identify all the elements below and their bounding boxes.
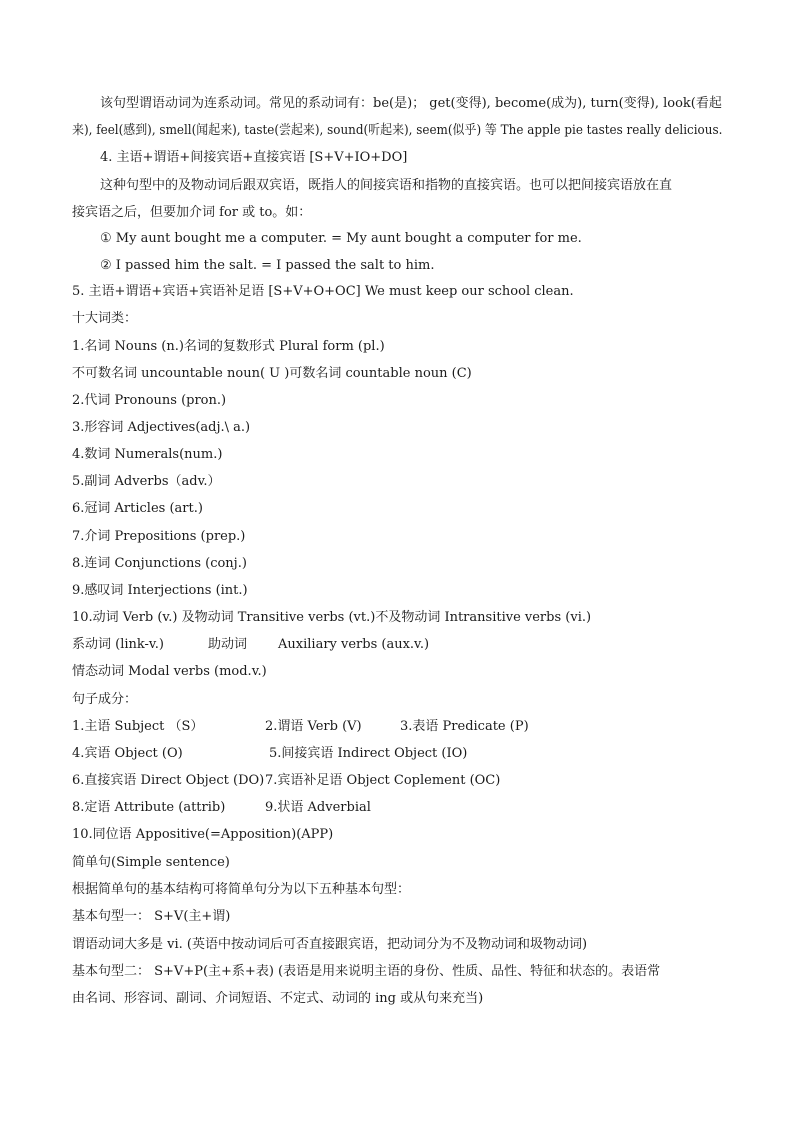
component-subject: 1.主语 Subject （S） [72,719,204,734]
text-line: 9.感叹词 Interjections (int.) [72,583,248,598]
components-row [72,746,722,762]
text-line: 接宾语之后，但要加介词 for 或 to。如： [72,205,312,220]
text-line: 5.副词 Adverbs（adv.） [72,474,221,489]
example-line: ① My aunt bought me a computer. = My aunt bought a computer for me. [100,231,582,246]
component-indirect-object: 5.间接宾语 Indirect Object (IO) [269,746,468,761]
text-line: 该句型谓语动词为连系动词。常见的系动词有：be(是)； get(变得), become(成为), turn(变得), look(看起 [100,96,722,111]
aux-verb-cn: 助动词 [208,637,248,652]
components-row [72,800,722,816]
component-predicate: 3.表语 Predicate (P) [400,719,529,734]
text-line: 2.代词 Pronouns (pron.) [72,393,227,408]
component-object-complement: 7.宾语补足语 Object Coplement (OC) [265,773,501,788]
component-attribute: 8.定语 Attribute (attrib) [72,800,226,815]
text-line: 4.数词 Numerals(num.) [72,447,223,462]
verb-types-row [72,637,722,653]
text-line: 1.名词 Nouns (n.)名词的复数形式 Plural form (pl.) [72,339,385,354]
text-line: 简单句(Simple sentence) [72,855,230,870]
text-line: 谓语动词大多是 vi. (英语中按动词后可否直接跟宾语，把动词分为不及物动词和圾物动词) [72,937,588,952]
text-line: 不可数名词 uncountable noun( U )可数名词 countable noun (C) [72,366,472,381]
text-line: 基本句型一： S+V(主+谓) [72,909,231,924]
text-line: 8.连词 Conjunctions (conj.) [72,556,247,571]
text-line: 4. 主语+谓语+间接宾语+直接宾语 [S+V+IO+DO] [100,150,408,165]
section-heading: 十大词类： [72,311,138,326]
text-line: 6.冠词 Articles (art.) [72,501,203,516]
component-object: 4.宾语 Object (O) [72,746,183,761]
aux-verb-en: Auxiliary verbs (aux.v.) [278,637,430,652]
text-line: 情态动词 Modal verbs (mod.v.) [72,664,267,679]
text-line: 10.动词 Verb (v.) 及物动词 Transitive verbs (vt.)不及物动词 Intransitive verbs (vi.) [72,610,592,625]
components-row [72,773,722,789]
text-line: 根据简单句的基本结构可将简单句分为以下五种基本句型： [72,882,411,897]
component-adverbial: 9.状语 Adverbial [265,800,371,815]
text-line: 由名词、形容词、副词、介词短语、不定式、动词的 ing 或从句来充当) [72,991,484,1006]
text-line: 3.形容词 Adjectives(adj.\ a.) [72,420,251,435]
example-line: ② I passed him the salt. = I passed the salt to him. [100,258,435,273]
text-line: 来), feel(感到), smell(闻起来), taste(尝起来), sound(听起来), seem(似乎) 等 The apple pie tastes really delicious. [72,123,723,138]
section-heading: 句子成分： [72,692,138,707]
text-line: 7.介词 Prepositions (prep.) [72,529,246,544]
components-row [72,719,722,735]
text-line: 基本句型二： S+V+P(主+系+表) (表语是用来说明主语的身份、性质、品性、特征和状态的。表语常 [72,964,661,979]
text-line: 5. 主语+谓语+宾语+宾语补足语 [S+V+O+OC] We must keep our school clean. [72,284,574,299]
text-line: 这种句型中的及物动词后跟双宾语，既指人的间接宾语和指物的直接宾语。也可以把间接宾语放在直 [100,178,673,193]
text-line: 10.同位语 Appositive(=Apposition)(APP) [72,827,334,842]
link-verb: 系动词 (link-v.) [72,637,164,652]
component-direct-object: 6.直接宾语 Direct Object (DO) [72,773,265,788]
component-verb: 2.谓语 Verb (V) [265,719,362,734]
